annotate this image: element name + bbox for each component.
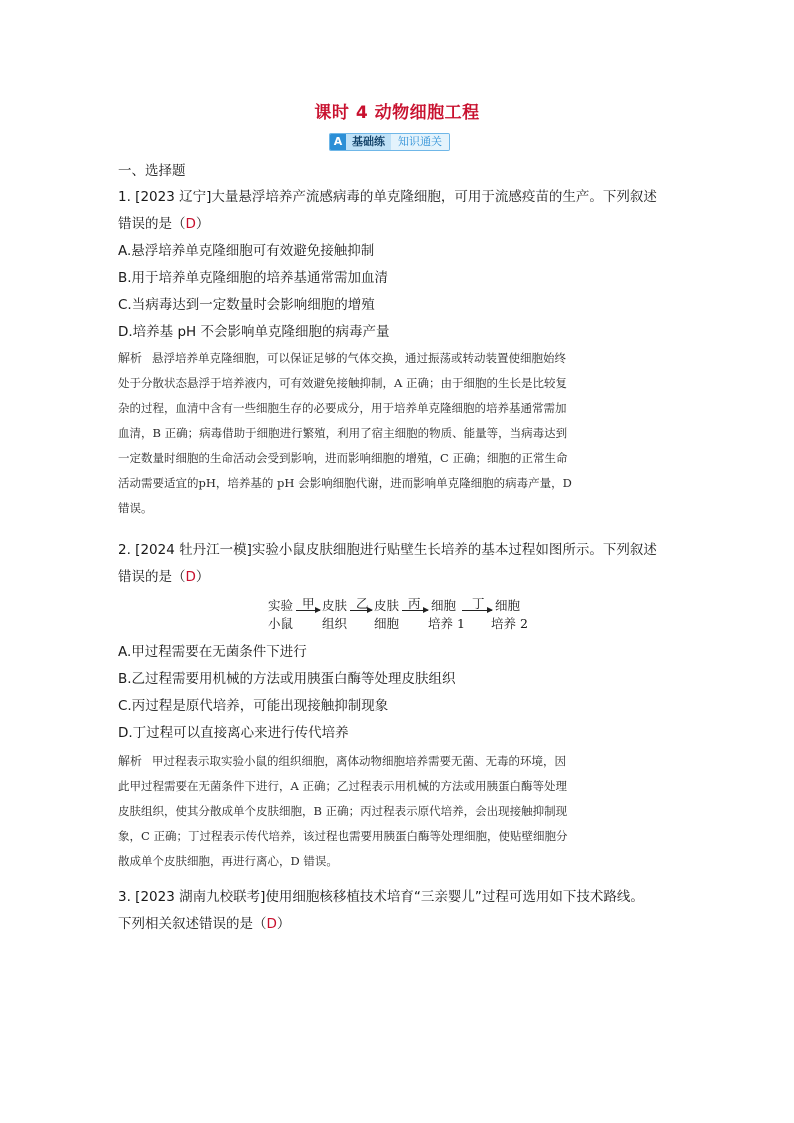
q1-option-a: A.悬浮培养单克隆细胞可有效避免接触抑制: [118, 243, 375, 259]
page-title: 课时 4 动物细胞工程: [314, 103, 480, 123]
q1-analysis-line-2: 处于分散状态悬浮于培养液内，可有效避免接触抑制，A 正确；由于细胞的生长是比较复: [118, 376, 567, 390]
badge-secondary: 知识通关: [391, 134, 449, 150]
q1-analysis-line-1: 解析 悬浮培养单克隆细胞，可以保证足够的气体交换，通过振荡或转动装置使细胞始终: [118, 351, 567, 365]
flow-node-5-top: 细胞: [495, 598, 521, 613]
flow-node-1-bottom: 小鼠: [268, 616, 294, 631]
section-badge: [329, 133, 450, 151]
q1-analysis-line-3: 杂的过程，血清中含有一些细胞生存的必要成分，用于培养单克隆细胞的培养基通常需加: [118, 401, 567, 415]
q2-analysis-line-5: 散成单个皮肤细胞，再进行离心，D 错误。: [118, 854, 338, 868]
q2-analysis-line-4: 象，C 正确；丁过程表示传代培养，该过程也需要用胰蛋白酶等处理细胞，使贴壁细胞分: [118, 829, 568, 843]
badge-primary: 基础练: [346, 134, 391, 150]
q2-option-b: B.乙过程需要用机械的方法或用胰蛋白酶等处理皮肤组织: [118, 671, 456, 687]
q3-stem-line-2: 下列相关叙述错误的是（D）: [118, 916, 291, 932]
q1-analysis-line-6: 活动需要适宜的pH，培养基的 pH 会影响细胞代谢，进而影响单克隆细胞的病毒产量，D: [118, 476, 572, 490]
flow-node-5-bottom: 培养 2: [491, 616, 528, 631]
q1-analysis-line-7: 错误。: [118, 501, 153, 515]
flow-node-3-bottom: 细胞: [374, 616, 400, 631]
flow-node-4-bottom: 培养 1: [428, 616, 465, 631]
q2-stem-line-1: 2. [2024 牡丹江一模]实验小鼠皮肤细胞进行贴壁生长培养的基本过程如图所示。下列叙述: [118, 542, 657, 558]
process-flow-diagram: [268, 596, 538, 632]
flow-node-1-top: 实验: [268, 598, 294, 613]
q1-option-c: C.当病毒达到一定数量时会影响细胞的增殖: [118, 297, 375, 313]
flow-arrow-1: [296, 610, 320, 611]
q1-stem-line-1: 1. [2023 辽宁]大量悬浮培养产流感病毒的单克隆细胞，可用于流感疫苗的生产。下列叙述: [118, 189, 657, 205]
q2-answer: D: [185, 569, 196, 585]
q1-analysis-label: 解析: [118, 351, 143, 365]
q1-option-b: B.用于培养单克隆细胞的培养基通常需加血清: [118, 270, 389, 286]
q1-stem-line-2: 错误的是（D）: [118, 216, 210, 232]
q2-analysis-line-3: 皮肤组织，使其分散成单个皮肤细胞，B 正确；丙过程表示原代培养，会出现接触抑制现: [118, 804, 568, 818]
q2-option-d: D.丁过程可以直接离心来进行传代培养: [118, 725, 349, 741]
q3-answer: D: [266, 916, 277, 932]
flow-node-3-top: 皮肤: [374, 598, 400, 613]
q2-stem-line-2: 错误的是（D）: [118, 569, 210, 585]
flow-arrow-label-1: 甲: [302, 596, 315, 611]
q2-option-a: A.甲过程需要在无菌条件下进行: [118, 644, 307, 660]
flow-arrow-label-2: 乙: [356, 596, 369, 611]
flow-arrow-3: [402, 610, 428, 611]
flow-arrow-2: [350, 610, 372, 611]
badge-letter: A: [330, 134, 346, 150]
flow-node-4-top: 细胞: [431, 598, 457, 613]
q1-option-d: D.培养基 pH 不会影响单克隆细胞的病毒产量: [118, 324, 390, 340]
flow-arrow-label-4: 丁: [472, 596, 485, 611]
q3-stem-line-1: 3. [2023 湖南九校联考]使用细胞核移植技术培育“三亲婴儿”过程可选用如下技术路线。: [118, 889, 644, 905]
section-heading: 一、选择题: [118, 163, 186, 179]
flow-arrow-label-3: 丙: [408, 596, 421, 611]
flow-arrow-4: [462, 610, 492, 611]
q1-analysis-line-5: 一定数量时细胞的生命活动会受到影响，进而影响细胞的增殖，C 正确；细胞的正常生命: [118, 451, 568, 465]
q2-analysis-line-2: 此甲过程需要在无菌条件下进行，A 正确；乙过程表示用机械的方法或用胰蛋白酶等处理: [118, 779, 567, 793]
q2-option-c: C.丙过程是原代培养，可能出现接触抑制现象: [118, 698, 389, 714]
q1-analysis-line-4: 血清，B 正确；病毒借助于细胞进行繁殖，利用了宿主细胞的物质、能量等，当病毒达到: [118, 426, 568, 440]
q1-answer: D: [185, 216, 196, 232]
flow-node-2-bottom: 组织: [322, 616, 348, 631]
q2-analysis-line-1: 解析 甲过程表示取实验小鼠的组织细胞，离体动物细胞培养需要无菌、无毒的环境，因: [118, 754, 567, 768]
q2-analysis-label: 解析: [118, 754, 143, 768]
flow-node-2-top: 皮肤: [322, 598, 348, 613]
